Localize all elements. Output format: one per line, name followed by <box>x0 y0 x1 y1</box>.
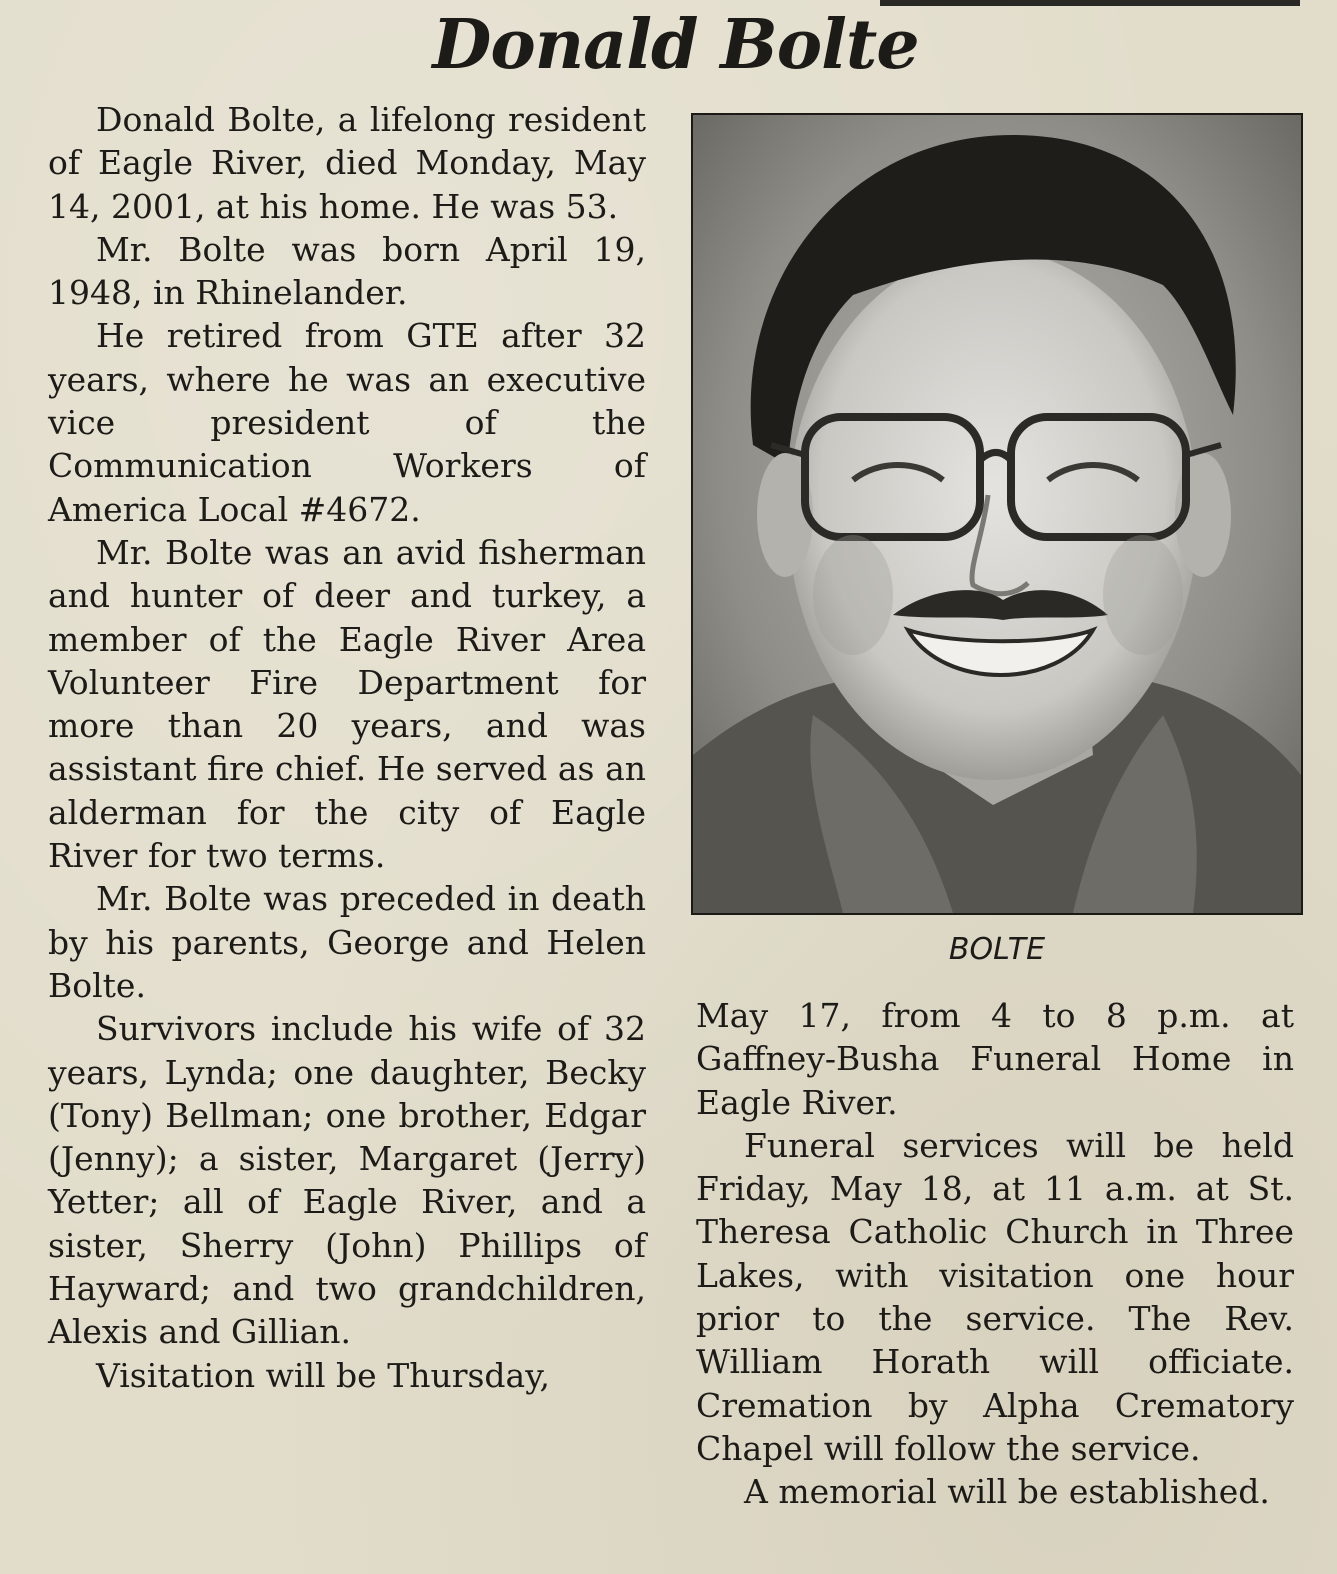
paragraph-hobbies: Mr. Bolte was an avid fisherman and hunter of deer and turkey, a member of the Eagle River Area Volunteer Fire Department for more than 20 years, and was assistant fire chief. He served as an alderman for the city of Eagle River for two terms. <box>48 532 646 876</box>
photo-caption: BOLTE <box>948 932 1046 967</box>
portrait-image <box>693 115 1301 913</box>
paragraph-memorial: A memorial will be established. <box>744 1472 1270 1512</box>
left-text-column <box>48 98 646 1397</box>
paragraph-birth: Mr. Bolte was born April 19, 1948, in Rhinelander. <box>48 229 646 313</box>
right-text-column <box>696 994 1294 1514</box>
paragraph-survivors: Survivors include his wife of 32 years, Lynda; one daughter, Becky (Tony) Bellman; one brother, Edgar (Jenny); a sister, Margaret (Jerry) Yetter; all of Eagle River, and a sister, Sherry (John) Phillips of Hayward; and two grandchildren, Alexis and Gillian. <box>48 1009 646 1352</box>
paragraph-preceded: Mr. Bolte was preceded in death by his parents, George and Helen Bolte. <box>48 879 646 1005</box>
paragraph-visitation-start: Visitation will be Thursday, <box>96 1355 550 1395</box>
obituary-headline: Donald Bolte <box>432 5 919 85</box>
portrait-photo <box>691 113 1303 915</box>
paragraph-career: He retired from GTE after 32 years, where he was an executive vice president of the Communication Workers of America Local #4672. <box>48 316 646 529</box>
paragraph-visitation-continued: May 17, from 4 to 8 p.m. at Gaffney-Busha Funeral Home in Eagle River. <box>696 996 1294 1122</box>
paragraph-funeral: Funeral services will be held Friday, May 18, at 11 a.m. at St. Theresa Catholic Church in Three Lakes, with visitation one hour prior to the service. The Rev. William Horath will officiate. Cremation by Alpha Crematory Chapel will follow the service. <box>696 1125 1294 1468</box>
paragraph-death: Donald Bolte, a lifelong resident of Eagle River, died Monday, May 14, 2001, at his home. He was 53. <box>48 100 646 226</box>
